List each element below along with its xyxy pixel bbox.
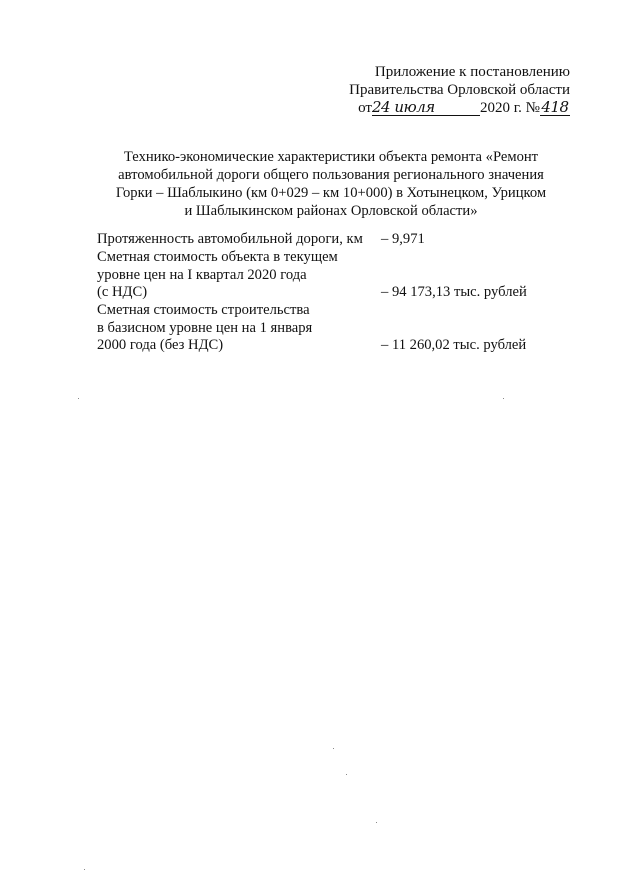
title-line-4: и Шаблыкинском районах Орловской области» — [184, 203, 478, 219]
characteristic-label: 2000 года (без НДС) — [97, 337, 224, 353]
characteristic-current-cost — [97, 249, 338, 302]
characteristic-value-current-cost: – 94 173,13 тыс. рублей — [381, 284, 527, 300]
scan-speck — [503, 398, 504, 399]
characteristic-label: Сметная стоимость объекта в текущем — [97, 249, 338, 265]
scan-speck — [78, 398, 79, 399]
title-line-1: Технико-экономические характеристики объекта ремонта «Ремонт — [123, 149, 539, 165]
characteristic-label: (с НДС) — [97, 284, 148, 300]
characteristic-road-length — [97, 231, 363, 249]
scan-speck — [84, 869, 85, 870]
characteristic-value-base-cost: – 11 260,02 тыс. рублей — [381, 337, 527, 353]
resolution-date-line — [330, 99, 570, 117]
scan-speck — [346, 774, 347, 775]
attachment-line-1: Приложение к постановлению — [374, 64, 570, 80]
document-title — [95, 148, 567, 220]
characteristic-label: уровне цен на I квартал 2020 года — [97, 266, 307, 283]
attachment-header — [330, 63, 570, 117]
title-line-2: автомобильной дороги общего пользования регионального значения — [118, 167, 544, 183]
characteristic-base-cost — [97, 302, 312, 355]
year-and-number-label: 2020 г. № — [479, 100, 540, 116]
date-prefix: от — [358, 100, 372, 116]
characteristic-label: Сметная стоимость строительства — [97, 302, 310, 318]
scan-speck — [333, 748, 334, 749]
scan-speck — [376, 822, 377, 823]
handwritten-number: 418 — [541, 98, 569, 116]
characteristic-value-road-length: – 9,971 — [381, 231, 425, 247]
characteristic-label: Протяженность автомобильной дороги, км — [97, 231, 363, 247]
handwritten-date: 24 июля — [372, 100, 480, 116]
characteristic-label: в базисном уровне цен на 1 января — [97, 319, 313, 336]
attachment-line-2: Правительства Орловской области — [349, 82, 570, 98]
title-line-3: Горки – Шаблыкино (км 0+029 – км 10+000) в Хотынецком, Урицком — [115, 185, 547, 201]
